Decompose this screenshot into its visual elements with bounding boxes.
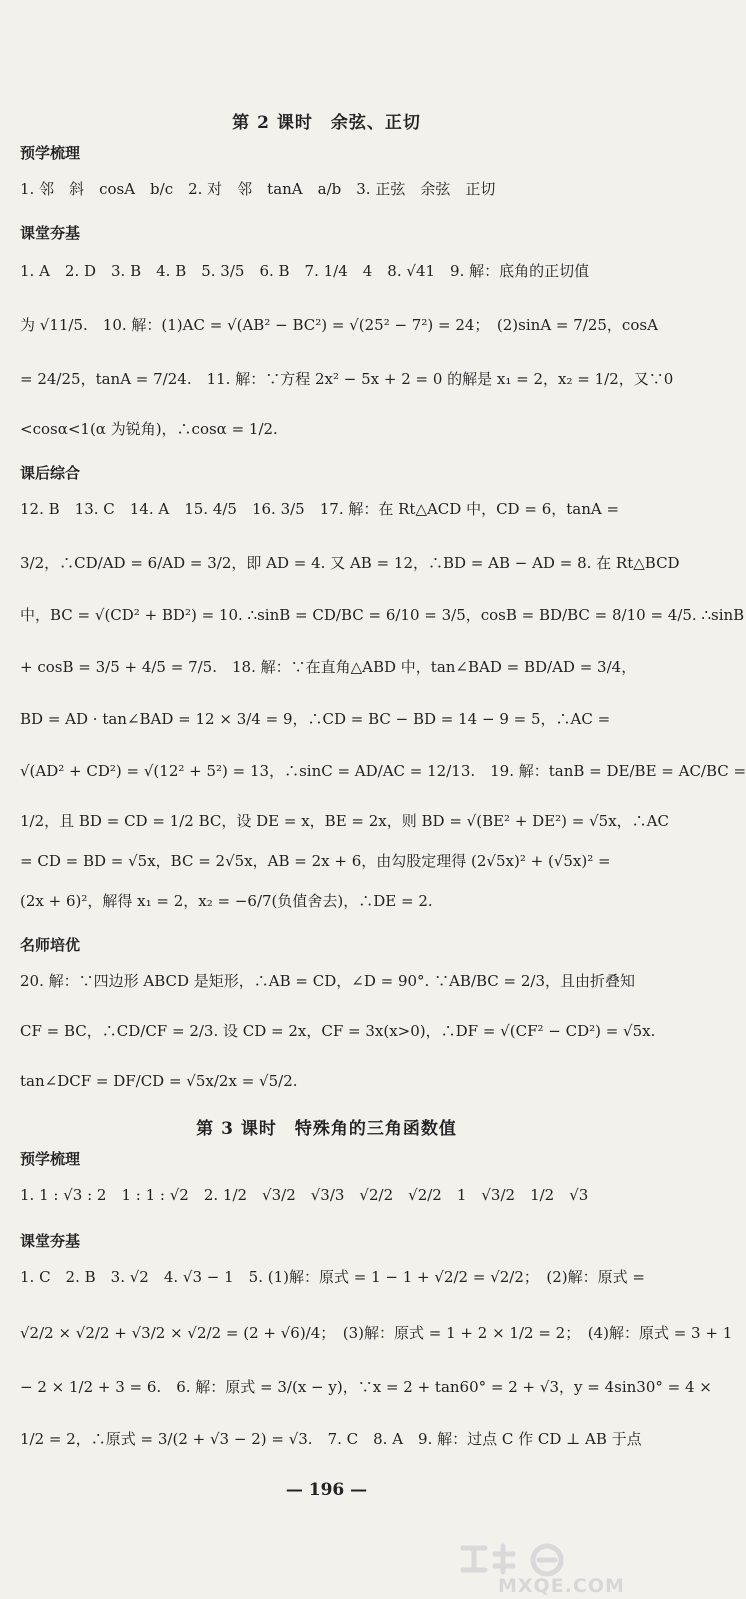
lesson-3-title: 第 3 课时 特殊角的三角函数值 [196, 1119, 457, 1139]
lesson-3-class-line-3: − 2 × 1/2 + 3 = 6. 6. 解：原式 = 3/(x − y)，∵x = 2 + tan60° = 2 + √3，y = 4sin30° = 4 × [20, 1378, 712, 1396]
lesson-2-class-line-3: = 24/25，tanA = 7/24. 11. 解：∵方程 2x² − 5x + 2 = 0 的解是 x₁ = 2，x₂ = 1/2，又∵0 [20, 370, 674, 388]
lesson-2-title: 第 2 课时 余弦、正切 [232, 113, 421, 133]
lesson-2-after-line-2: 3/2，∴CD/AD = 6/AD = 3/2，即 AD = 4. 又 AB = 12，∴BD = AB − AD = 8. 在 Rt△BCD [20, 554, 680, 572]
lesson-2-class-line-1: 1. A 2. D 3. B 4. B 5. 3/5 6. B 7. 1/4 4 8. √41 9. 解：底角的正切值 [20, 262, 590, 280]
lesson-2-class-line-2: 为 √11/5. 10. 解：(1)AC = √(AB² − BC²) = √(25² − 7²) = 24； (2)sinA = 7/25，cosA [20, 316, 658, 334]
lesson-2-preview-heading: 预学梳理 [20, 144, 81, 162]
lesson-2-expert-line-3: tan∠DCF = DF/CD = √5x/2x = √5/2. [20, 1072, 298, 1090]
watermark-text: MXQE.COM [498, 1575, 625, 1597]
lesson-2-after-line-1: 12. B 13. C 14. A 15. 4/5 16. 3/5 17. 解：在 Rt△ACD 中，CD = 6，tanA = [20, 500, 620, 518]
lesson-2-after-line-3: 中，BC = √(CD² + BD²) = 10. ∴sinB = CD/BC = 6/10 = 3/5，cosB = BD/BC = 8/10 = 4/5. ∴sinB [20, 606, 745, 624]
lesson-2-class-line-4: <cosα<1(α 为锐角)，∴cosα = 1/2. [20, 420, 278, 438]
page-number: — 196 — [285, 1480, 368, 1500]
lesson-2-after-line-9: (2x + 6)²，解得 x₁ = 2，x₂ = −6/7(负值舍去)，∴DE = 2. [20, 892, 433, 910]
lesson-2-class-heading: 课堂夯基 [20, 224, 81, 242]
lesson-2-after-line-8: = CD = BD = √5x，BC = 2√5x，AB = 2x + 6，由勾股定理得 (2√5x)² + (√5x)² = [20, 852, 611, 870]
lesson-2-expert-line-1: 20. 解：∵四边形 ABCD 是矩形，∴AB = CD，∠D = 90°. ∵AB/BC = 2/3，且由折叠知 [20, 972, 636, 990]
lesson-2-after-line-5: BD = AD · tan∠BAD = 12 × 3/4 = 9，∴CD = BC − BD = 14 − 9 = 5，∴AC = [20, 710, 611, 728]
lesson-2-after-line-6: √(AD² + CD²) = √(12² + 5²) = 13，∴sinC = AD/AC = 12/13. 19. 解：tanB = DE/BE = AC/BC = [20, 762, 746, 780]
lesson-3-class-line-4: 1/2 = 2，∴原式 = 3/(2 + √3 − 2) = √3. 7. C 8. A 9. 解：过点 C 作 CD ⊥ AB 于点 [20, 1430, 642, 1448]
lesson-2-expert-line-2: CF = BC，∴CD/CF = 2/3. 设 CD = 2x，CF = 3x(x>0)，∴DF = √(CF² − CD²) = √5x. [20, 1022, 656, 1040]
lesson-3-preview-line-1: 1. 1 : √3 : 2 1 : 1 : √2 2. 1/2 √3/2 √3/3 √2/2 √2/2 1 √3/2 1/2 √3 [20, 1186, 589, 1204]
lesson-2-expert-heading: 名师培优 [20, 936, 81, 954]
lesson-3-class-line-1: 1. C 2. B 3. √2 4. √3 − 1 5. (1)解：原式 = 1 − 1 + √2/2 = √2/2； (2)解：原式 = [20, 1268, 645, 1286]
lesson-2-after-line-4: + cosB = 3/5 + 4/5 = 7/5. 18. 解：∵在直角△ABD 中，tan∠BAD = BD/AD = 3/4， [20, 658, 637, 676]
lesson-2-after-line-7: 1/2，且 BD = CD = 1/2 BC，设 DE = x，BE = 2x，则 BD = √(BE² + DE²) = √5x，∴AC [20, 812, 669, 830]
lesson-3-class-line-2: √2/2 × √2/2 + √3/2 × √2/2 = (2 + √6)/4； (3)解：原式 = 1 + 2 × 1/2 = 2； (4)解：原式 = 3 + 1 [20, 1324, 733, 1342]
lesson-2-after-heading: 课后综合 [20, 464, 81, 482]
lesson-2-preview-line-1: 1. 邻 斜 cosA b/c 2. 对 邻 tanA a/b 3. 正弦 余弦 正切 [20, 180, 496, 198]
lesson-3-preview-heading: 预学梳理 [20, 1150, 81, 1168]
lesson-3-class-heading: 课堂夯基 [20, 1232, 81, 1250]
